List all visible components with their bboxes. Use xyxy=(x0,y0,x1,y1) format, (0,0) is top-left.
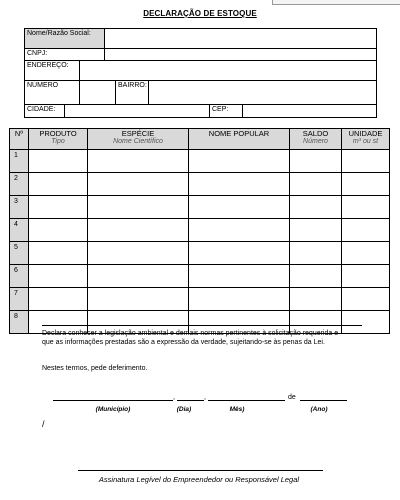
header-num: Nº xyxy=(10,129,29,150)
table-row xyxy=(10,265,390,288)
unidade-cell[interactable] xyxy=(342,288,390,311)
row-cnpj xyxy=(25,49,376,61)
unidade-cell[interactable] xyxy=(342,173,390,196)
nome-popular-cell[interactable] xyxy=(189,242,290,265)
saldo-cell[interactable] xyxy=(290,196,342,219)
header-saldo: SALDO Número xyxy=(290,129,342,150)
unidade-cell[interactable] xyxy=(342,242,390,265)
table-row xyxy=(10,219,390,242)
stock-table xyxy=(9,128,390,334)
endereco-field[interactable] xyxy=(81,61,376,80)
produto-cell[interactable] xyxy=(29,242,88,265)
cep-field[interactable] xyxy=(244,105,376,117)
especie-cell[interactable] xyxy=(88,288,189,311)
row-number: 6 xyxy=(10,265,29,288)
header-especie: ESPÉCIE Nome Científico xyxy=(88,129,189,150)
saldo-cell[interactable] xyxy=(290,288,342,311)
document-title: DECLARAÇÃO DE ESTOQUE xyxy=(143,9,257,18)
signature-line[interactable] xyxy=(78,470,323,471)
municipio-caption: (Município) xyxy=(95,406,131,413)
terms-text: Nestes termos, pede deferimento. xyxy=(42,365,148,372)
row-nome xyxy=(25,29,376,49)
identification-form xyxy=(24,28,377,118)
declaration-line-2: que as informações prestadas são a expressão da verdade, sujeitando-se às penas da Lei. xyxy=(42,339,325,346)
header-unidade: UNIDADE m³ ou st xyxy=(342,129,390,150)
nome-popular-cell[interactable] xyxy=(189,196,290,219)
comma-2: , xyxy=(204,394,206,401)
nome-popular-cell[interactable] xyxy=(189,173,290,196)
row-number: 2 xyxy=(10,173,29,196)
endereco-label: ENDEREÇO: xyxy=(25,61,80,80)
nome-popular-cell[interactable] xyxy=(189,219,290,242)
table-row xyxy=(10,196,390,219)
especie-cell[interactable] xyxy=(88,265,189,288)
nome-field[interactable] xyxy=(106,29,376,48)
bairro-label: BAIRRO: xyxy=(115,81,149,104)
produto-cell[interactable] xyxy=(29,288,88,311)
declaration-line-1: Declara conhecer a legislação ambiental e demais normas pertinentes à solicitação requerida e xyxy=(42,330,339,337)
saldo-cell[interactable] xyxy=(290,219,342,242)
numero-field[interactable] xyxy=(81,81,115,104)
ano-caption: (Ano) xyxy=(310,406,328,413)
municipio-line[interactable] xyxy=(53,400,173,401)
table-header-row xyxy=(10,129,390,150)
produto-cell[interactable] xyxy=(29,196,88,219)
nome-popular-cell[interactable] xyxy=(189,288,290,311)
numero-label: NÚMERO xyxy=(25,81,80,104)
saldo-cell[interactable] xyxy=(290,173,342,196)
cnpj-field[interactable] xyxy=(106,49,376,60)
cep-label: CEP: xyxy=(209,105,243,117)
ano-line[interactable] xyxy=(300,400,347,401)
especie-cell[interactable] xyxy=(88,242,189,265)
especie-cell[interactable] xyxy=(88,173,189,196)
unidade-cell[interactable] xyxy=(342,196,390,219)
unidade-cell[interactable] xyxy=(342,219,390,242)
saldo-cell[interactable] xyxy=(290,265,342,288)
table-row xyxy=(10,242,390,265)
saldo-cell[interactable] xyxy=(290,242,342,265)
row-numero-bairro xyxy=(25,81,376,105)
saldo-cell[interactable] xyxy=(290,150,342,173)
nome-popular-cell[interactable] xyxy=(189,265,290,288)
unidade-cell[interactable] xyxy=(342,150,390,173)
row-number: 1 xyxy=(10,150,29,173)
mes-line[interactable] xyxy=(208,400,285,401)
nome-label: Nome/Razão Social: xyxy=(25,29,105,48)
produto-cell[interactable] xyxy=(29,173,88,196)
header-produto: PRODUTO Tipo xyxy=(29,129,88,150)
cidade-field[interactable] xyxy=(66,105,209,117)
dia-line[interactable] xyxy=(177,400,204,401)
table-row xyxy=(10,288,390,311)
row-number: 5 xyxy=(10,242,29,265)
cnpj-label: CNPJ: xyxy=(25,49,105,60)
row-number: 7 xyxy=(10,288,29,311)
row-number: 8 xyxy=(10,311,29,334)
de-label: de xyxy=(288,394,296,401)
declaration-text xyxy=(42,325,362,347)
especie-cell[interactable] xyxy=(88,219,189,242)
unidade-cell[interactable] xyxy=(342,265,390,288)
cidade-label: CIDADE: xyxy=(25,105,65,117)
especie-cell[interactable] xyxy=(88,150,189,173)
signature-caption: Assinatura Legível do Empreendedor ou Responsável Legal xyxy=(98,475,300,484)
row-number: 4 xyxy=(10,219,29,242)
row-endereco xyxy=(25,61,376,81)
header-nome-popular: NOME POPULAR xyxy=(189,129,290,150)
produto-cell[interactable] xyxy=(29,150,88,173)
table-row xyxy=(10,150,390,173)
row-cidade-cep xyxy=(25,105,376,117)
produto-cell[interactable] xyxy=(29,265,88,288)
row-number: 3 xyxy=(10,196,29,219)
dia-caption: (Dia) xyxy=(176,406,192,413)
slash-mark: / xyxy=(42,419,45,429)
table-row xyxy=(10,173,390,196)
produto-cell[interactable] xyxy=(29,219,88,242)
bairro-field[interactable] xyxy=(150,81,376,104)
comma-1: , xyxy=(173,394,175,401)
nome-popular-cell[interactable] xyxy=(189,150,290,173)
mes-caption: Mês) xyxy=(229,406,245,413)
especie-cell[interactable] xyxy=(88,196,189,219)
top-corner-box xyxy=(272,0,400,5)
